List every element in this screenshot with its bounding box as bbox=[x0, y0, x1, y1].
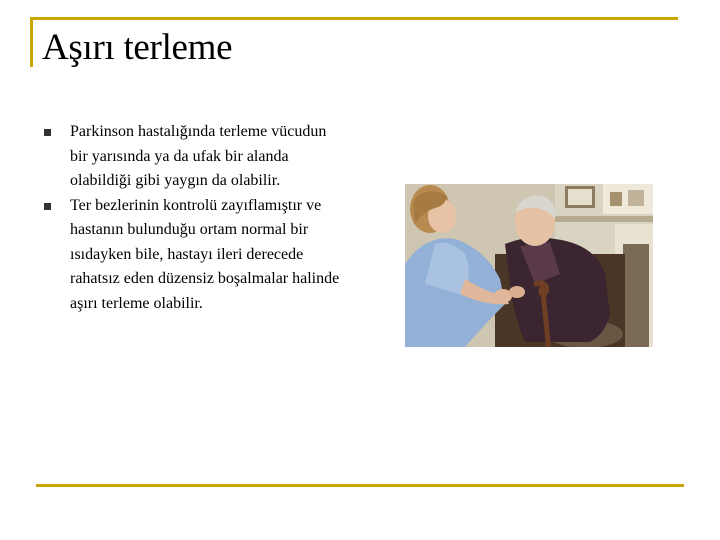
bullet-item bbox=[42, 120, 342, 194]
slide-title: Aşırı terleme bbox=[42, 27, 233, 68]
caregiver-with-elderly-man-photo bbox=[405, 184, 653, 347]
bullet-item bbox=[42, 194, 342, 317]
bullet-text: Parkinson hastalığında terleme vücudun bir yarısında ya da ufak bir alanda olabildiği gibi yaygın da olabilir. bbox=[70, 123, 327, 189]
title-frame-top-rule bbox=[30, 17, 678, 20]
bullet-text: Ter bezlerinin kontrolü zayıflamıştır ve hastanın bulunduğu ortam normal bir ısıdayken bile, hastayı ileri derecede rahatsız eden düzensiz boşalmalar halinde aşırı terleme olabilir. bbox=[70, 196, 340, 312]
bullet-list bbox=[42, 120, 342, 316]
square-bullet-icon bbox=[44, 203, 51, 210]
square-bullet-icon bbox=[44, 129, 51, 136]
bottom-rule bbox=[36, 484, 684, 487]
title-frame-left-rule bbox=[30, 17, 33, 67]
